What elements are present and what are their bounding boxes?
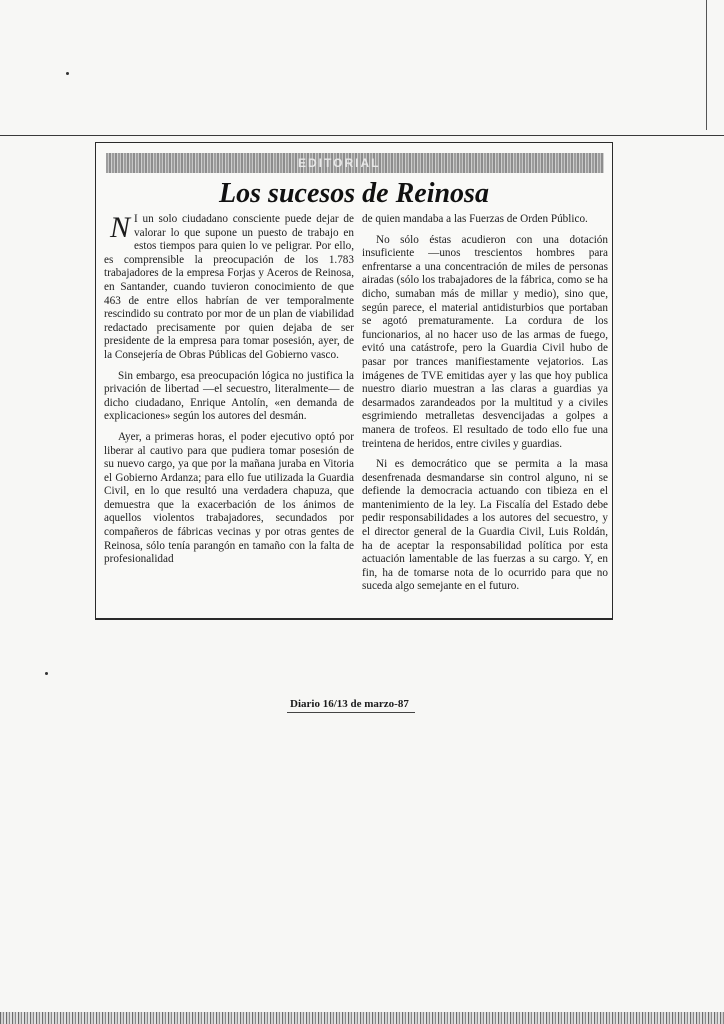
scan-border-line bbox=[0, 135, 724, 136]
article-paragraph: de quien mandaba a las Fuerzas de Orden Público. bbox=[362, 213, 588, 225]
source-citation: Diario 16/13 de marzo-87 bbox=[290, 698, 409, 710]
scan-footer-strip bbox=[0, 1012, 724, 1024]
newspaper-clipping bbox=[95, 142, 613, 620]
article-headline: Los sucesos de Reinosa bbox=[219, 178, 489, 209]
article-column-right bbox=[362, 213, 608, 601]
scan-speck bbox=[45, 672, 48, 675]
source-underline bbox=[287, 712, 415, 713]
section-label: EDITORIAL bbox=[298, 156, 381, 170]
article-paragraph: No sólo éstas acudieron con una dotación insuficiente —unos trescientos hombres para enfrentarse a una concentración de miles de personas airadas (sólo los trabajadores de la fábrica, como se ha dicho, sumaban más de millar y medio), sino que, según parece, el material antidisturbios que portaban se agotó prematuramente. La cordura de los funcionarios, al no hacer uso de las armas de fuego, evitó una catástrofe, pero la Guardia Civil hubo de pasar por trances manifiestamente vejatorios. Las imágenes de TVE emitidas ayer y las que hoy publica nuestro diario muestran a las claras a guardias ya desarmados zarandeados por la multitud y a civiles esgrimiendo metralletas desvencijadas a golpes a manera de trofeos. El resultado de todo ello fue una treintena de heridos, entre civiles y guardias. bbox=[362, 233, 608, 450]
section-header-band bbox=[106, 153, 604, 173]
drop-cap: N bbox=[110, 211, 131, 244]
article-column-left bbox=[104, 213, 354, 574]
article-paragraph: Ni es democrático que se permita a la masa desenfrenada desmandarse sin control alguno, ni se defiende la democracia actuando con tibieza en el mantenimiento de la ley. La Fiscalía del Estado debe pedir responsabilidades a los autores del secuestro, y el director general de la Guardia Civil, Luis Roldán, ha de aceptar la responsabilidad política por esta actuación lamentable de las fuerzas a su cargo. Y, en fin, ha de tomarse nota de lo ocurrido para que no suceda algo semejante en el futuro. bbox=[362, 458, 608, 593]
scan-edge-mark bbox=[706, 0, 707, 130]
article-paragraph: Ayer, a primeras horas, el poder ejecutivo optó por liberar al cautivo para que pudiera tomar posesión de su nuevo cargo, ya que por la mañana juraba en Vitoria el Gobierno Ardanza; para ello fue utilizada la Guardia Civil, en lo que resultó una verdadera chapuza, que demuestra que la exacerbación de los ánimos de aquellos violentos trabajadores, secundados por compañeros de fábricas vecinas y por otras gentes de Reinosa, sólo tenía parangón en tamaño con la falta de profesionalidad bbox=[104, 430, 354, 566]
article-paragraph bbox=[104, 213, 354, 363]
paragraph-text: I un solo ciudadano consciente puede dejar de valorar lo que supone un puesto de trabajo en estos tiempos para quien lo ve peligrar. Por ello, es comprensible la preocupación de los 1.783 trabajadores de la empresa Forjas y Aceros de Reinosa, en Santander, cuando tuvieron conocimiento de que 463 de entre ellos habrían de ver temporalmente rescindido su contrato por mor de un plan de viabilidad redactado precisamente por quien dejaba de ser presidente de la empresa para tomar posesión, ayer, de la Consejería de Obras Públicas del Gobierno vasco. bbox=[104, 213, 354, 361]
scan-speck bbox=[66, 72, 69, 75]
article-paragraph: Sin embargo, esa preocupación lógica no justifica la privación de libertad —el secuestro, literalmente— de dicho ciudadano, Enrique Antolín, «en demanda de explicaciones» según los autores del desmán. bbox=[104, 369, 354, 423]
